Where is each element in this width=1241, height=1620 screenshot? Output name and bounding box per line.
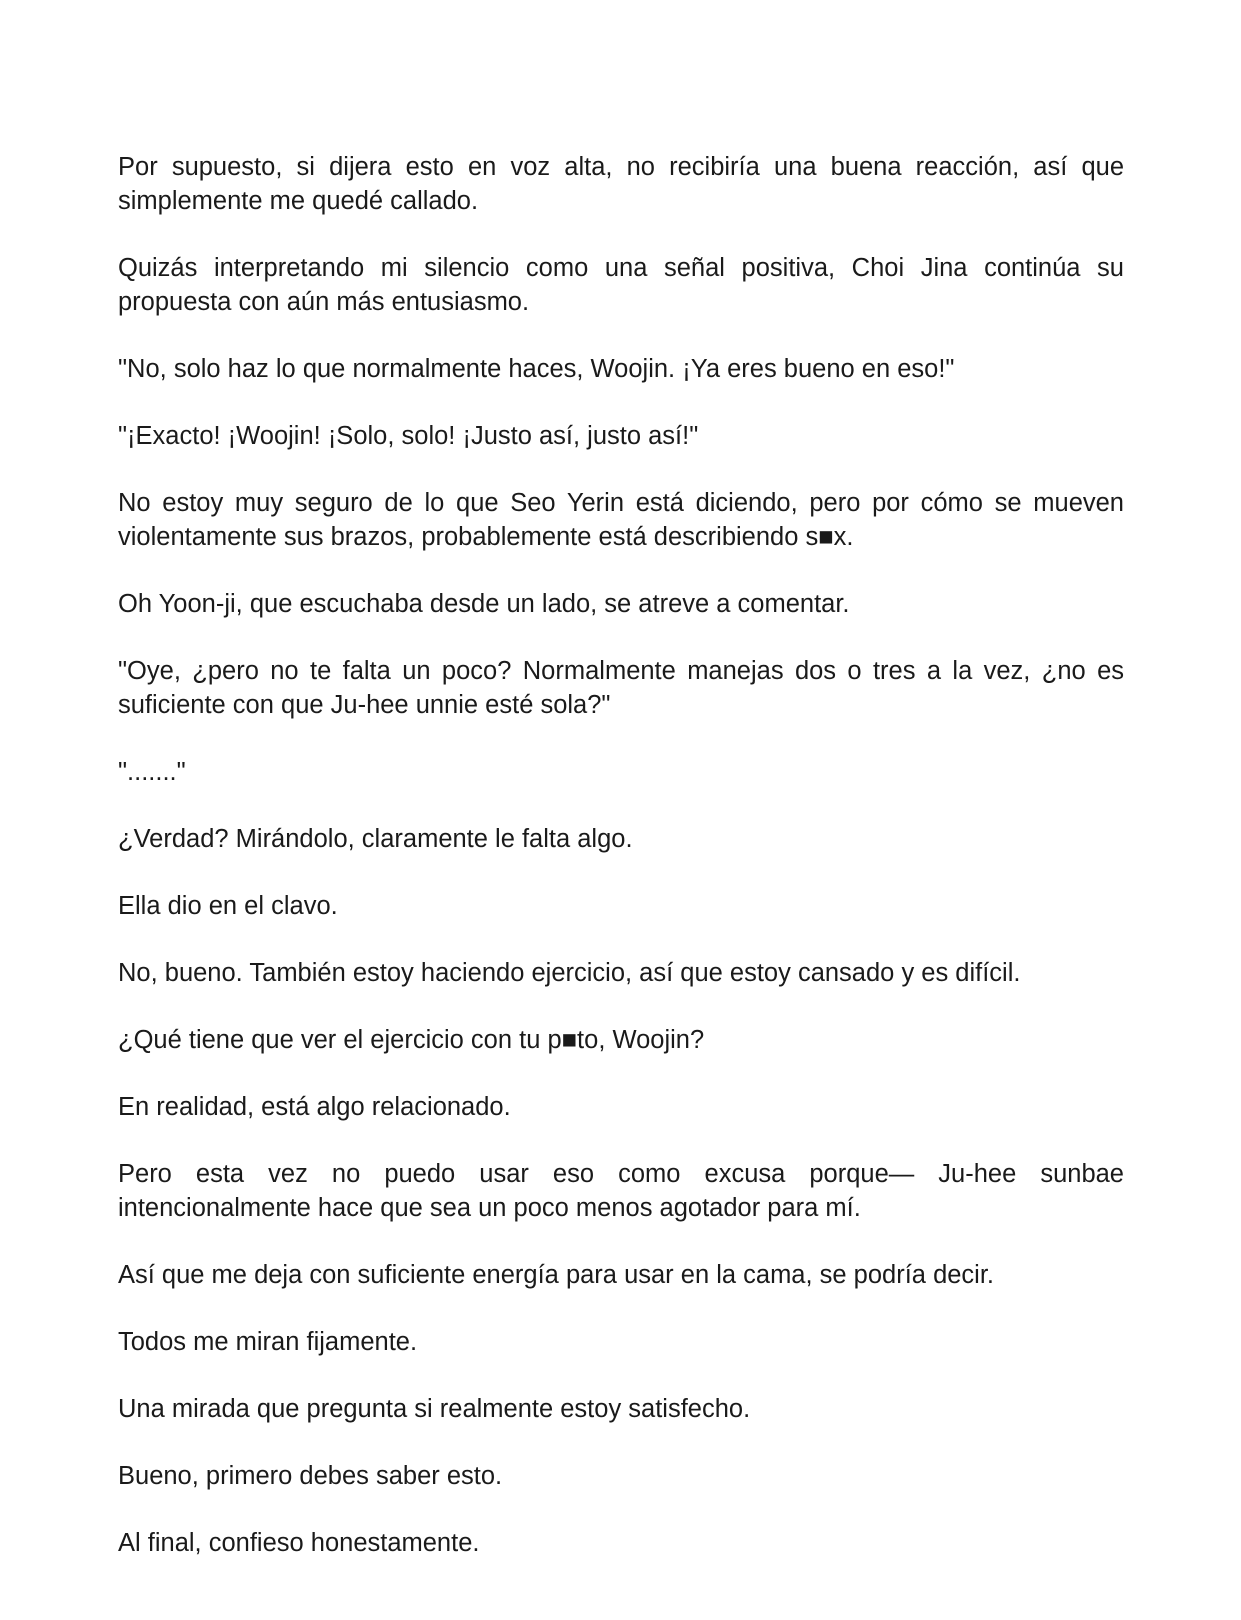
paragraph-10: Ella dio en el clavo. xyxy=(118,892,338,920)
paragraph-3: "No, solo haz lo que normalmente haces, Woojin. ¡Ya eres bueno en eso!" xyxy=(118,355,955,383)
paragraph-8: "......." xyxy=(118,758,186,786)
paragraph-2: Quizás interpretando mi silencio como una señal positiva, Choi Jina continúa su propuesta con aún más entusiasmo. xyxy=(118,254,1124,316)
paragraph-12: ¿Qué tiene que ver el ejercicio con tu p■to, Woojin? xyxy=(118,1026,705,1054)
paragraph-6: Oh Yoon-ji, que escuchaba desde un lado, se atreve a comentar. xyxy=(118,590,850,618)
paragraph-4: "¡Exacto! ¡Woojin! ¡Solo, solo! ¡Justo así, justo así!" xyxy=(118,422,699,450)
paragraph-15: Así que me deja con suficiente energía para usar en la cama, se podría decir. xyxy=(118,1261,995,1289)
paragraph-5: No estoy muy seguro de lo que Seo Yerin está diciendo, pero por cómo se mueven violentamente sus brazos, probablemente está describiendo s■x. xyxy=(118,489,1124,551)
paragraph-7: "Oye, ¿pero no te falta un poco? Normalmente manejas dos o tres a la vez, ¿no es suficiente con que Ju-hee unnie esté sola?" xyxy=(118,657,1124,719)
paragraph-13: En realidad, está algo relacionado. xyxy=(118,1093,511,1121)
paragraph-9: ¿Verdad? Mirándolo, claramente le falta algo. xyxy=(118,825,633,853)
paragraph-16: Todos me miran fijamente. xyxy=(118,1328,418,1356)
paragraph-17: Una mirada que pregunta si realmente estoy satisfecho. xyxy=(118,1395,751,1423)
paragraph-11: No, bueno. También estoy haciendo ejercicio, así que estoy cansado y es difícil. xyxy=(118,959,1021,987)
paragraph-19: Al final, confieso honestamente. xyxy=(118,1529,480,1557)
paragraph-14: Pero esta vez no puedo usar eso como excusa porque— Ju-hee sunbae intencionalmente hace que sea un poco menos agotador para mí. xyxy=(118,1160,1124,1222)
paragraph-18: Bueno, primero debes saber esto. xyxy=(118,1462,503,1490)
paragraph-1: Por supuesto, si dijera esto en voz alta, no recibiría una buena reacción, así que simplemente me quedé callado. xyxy=(118,153,1124,215)
document-page xyxy=(118,150,1124,1593)
